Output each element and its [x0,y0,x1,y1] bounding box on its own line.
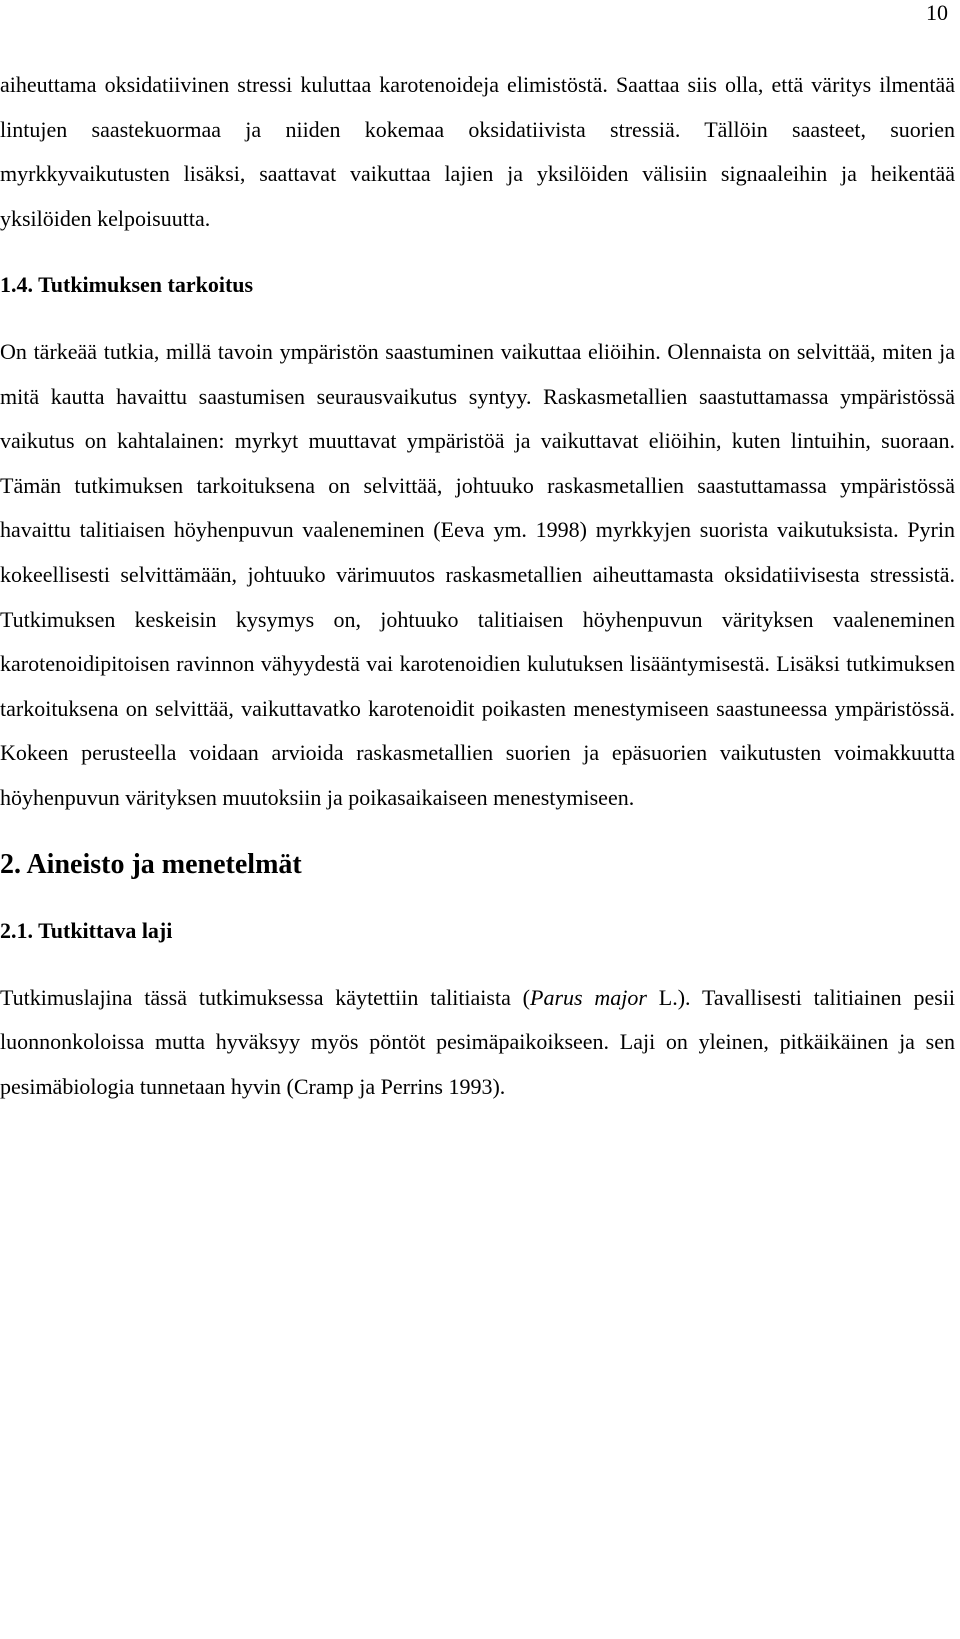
section-2-1-paragraph [0,976,955,1110]
intro-paragraph: aiheuttama oksidatiivinen stressi kuluttaa karotenoideja elimistöstä. Saattaa siis olla, että väritys ilmentää lintujen saastekuormaa ja niiden kokemaa oksidatiivista stressiä. Tällöin saasteet, suorien myrkkyvaikutusten lisäksi, saattavat vaikuttaa lajien ja yksilöiden välisiin signaaleihin ja heikentää yksilöiden kelpoisuutta. [0,72,955,231]
page-number: 10 [926,0,948,25]
section-1-4-paragraph: On tärkeää tutkia, millä tavoin ympäristön saastuminen vaikuttaa eliöihin. Olennaista on selvittää, miten ja mitä kautta havaittu saastumisen seurausvaikutus syntyy. Raskasmetallien saastuttamassa ympäristössä vaikutus on kahtalainen: myrkyt muuttavat ympäristöä ja vaikuttavat eliöihin, kuten lintuihin, suoraan. Tämän tutkimuksen tarkoituksena on selvittää, johtuuko raskasmetallien saastuttamassa ympäristössä havaittu talitiaisen höyhenpuvun vaaleneminen (Eeva ym. 1998) myrkkyjen suorista vaikutuksista. Pyrin kokeellisesti selvittämään, johtuuko värimuutos raskasmetallien aiheuttamasta oksidatiivisesta stressistä. Tutkimuksen keskeisin kysymys on, johtuuko talitiaisen höyhenpuvun värityksen vaaleneminen karotenoidipitoisen ravinnon vähyydestä vai karotenoidien kulutuksen lisääntymisestä. Lisäksi tutkimuksen tarkoituksena on selvittää, vaikuttavatko karotenoidit poikasten menestymiseen saastuneessa ympäristössä. Kokeen perusteella voidaan arvioida raskasmetallien suorien ja epäsuorien vaikutusten voimakkuutta höyhenpuvun värityksen muutoksiin ja poikasaikaiseen menestymiseen. [0,338,955,810]
section-heading-2-1: 2.1. Tutkittava laji [0,918,173,944]
document-body [0,63,955,1109]
section-2-1-text-before: Tutkimuslajina tässä tutkimuksessa käytettiin talitiaista ( [0,984,531,1010]
spacer [0,887,955,909]
species-name: Parus major [530,984,647,1010]
section-heading-1-4: 1.4. Tutkimuksen tarkoitus [0,272,254,298]
spacer [0,954,955,976]
section-2-1-text-after: L.). Tavallisesti talitiainen pesii luonnonkoloissa mutta hyväksyy myös pöntöt pesimäpaikoikseen. Laji on yleinen, pitkäikäinen ja sen pesimäbiologia tunnetaan hyvin (Cramp ja Perrins 1993). [0,984,956,1099]
section-heading-2: 2. Aineisto ja menetelmät [0,848,302,880]
spacer [0,308,955,330]
spacer [0,241,955,263]
spacer [0,821,955,843]
